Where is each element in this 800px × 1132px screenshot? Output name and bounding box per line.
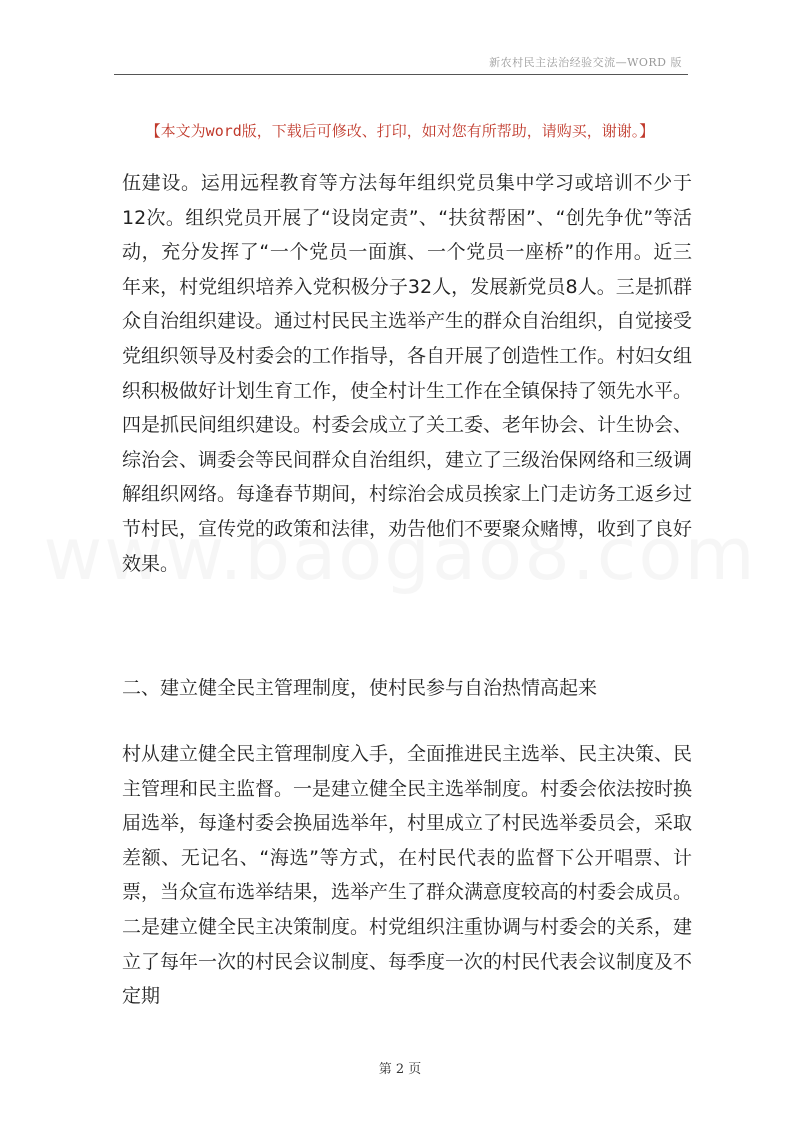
purchase-notice: 【本文为word版，下载后可修改、打印，如对您有所帮助，请购买，谢谢。】 [145,122,655,140]
header-divider [114,74,688,75]
page-number: 第 2 页 [378,1062,422,1077]
body-paragraph-1: 伍建设。运用远程教育等方法每年组织党员集中学习或培训不少于12次。组织党员开展了“设岗定责”、“扶贫帮困”、“创先争优”等活动，充分发挥了“一个党员一面旗、一个党员一座桥”的作用。近三年来，村党组织培养入党积极分子32人，发展新党员8人。三是抓群众自治组织建设。通过村民民主选举产生的群众自治组织，自觉接受党组织领导及村委会的工作指导，各自开展了创造性工作。村妇女组织积极做好计划生育工作，使全村计生工作在全镇保持了领先水平。四是抓民间组织建设。村委会成立了关工委、老年协会、计生协会、综治会、调委会等民间群众自治组织，建立了三级治保网络和三级调解组织网络。每逢春节期间，村综治会成员挨家上门走访务工返乡过节村民，宣传党的政策和法律，劝告他们不要聚众赌博，收到了良好效果。 [122,172,693,575]
section-heading: 二、建立健全民主管理制度，使村民参与自治热情高起来 [122,677,598,699]
document-header-title: 新农村民主法治经验交流—WORD 版 [489,56,682,69]
body-paragraph-2: 村从建立健全民主管理制度入手，全面推进民主选举、民主决策、民主管理和民主监督。一是建立健全民主选举制度。村委会依法按时换届选举，每逢村委会换届选举年，村里成立了村民选举委员会，采取差额、无记名、“海选”等方式，在村民代表的监督下公开唱票、计票，当众宣布选举结果，选举产生了群众满意度较高的村委会成员。二是建立健全民主决策制度。村党组织注重协调与村委会的关系，建立了每年一次的村民会议制度、每季度一次的村民代表会议制度及不定期 [122,743,693,1008]
